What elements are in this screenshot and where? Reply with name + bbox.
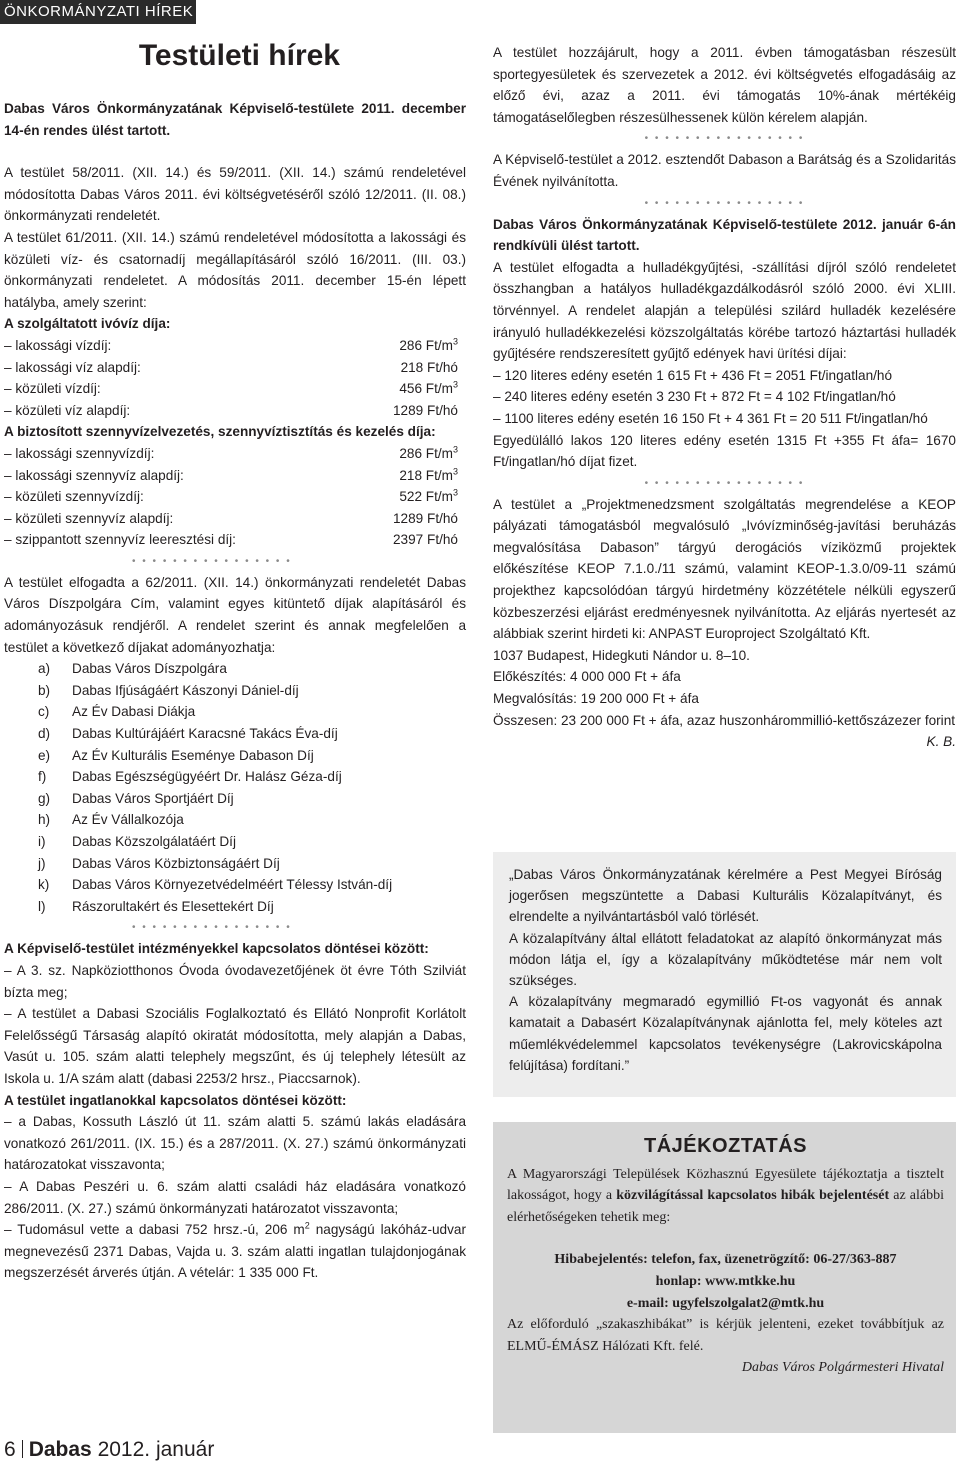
- fee-row: [4, 335, 466, 357]
- fee-label: – közületi szennyvíz alapdíj:: [4, 510, 174, 526]
- quote-paragraph: A közalapítvány által ellátott feladatokat az alapító önkormányzat más módon látja el, így a közalapítvány működtetése már nem volt szükséges.: [509, 930, 942, 989]
- info-signature: Dabas Város Polgármesteri Hivatal: [741, 1360, 944, 1376]
- fee-label: – közületi vízdíj:: [4, 381, 101, 397]
- quote-paragraph: „Dabas Város Önkormányzatának kérelmére a Pest Megyei Bíróság jogerősen megszüntette a Dabasi Kulturális Közalapítványt, és elrendelte a nyilvántartásból való törlését.: [509, 867, 942, 925]
- fee-label: – szippantott szennyvíz leeresztési díj:: [4, 532, 236, 548]
- fee-value: 456 $Ft/m^3$: [399, 379, 458, 397]
- info-email: e-mail: ugyfelszolgalat2@mtk.hu: [626, 1295, 825, 1311]
- fee-label: – lakossági szennyvízdíj:: [4, 445, 155, 461]
- quote-paragraph: A közalapítvány megmaradó egymillió Ft-os vagyonát és annak kamatait a Dabasért Közalapítványnak ajánlotta fel, mely köteles azt műemlékvédelemmel kapcsolatos tevékenységre (Lakrovicskápolna felújítása) fordítani.”: [509, 994, 942, 1073]
- fee-row: [4, 378, 466, 400]
- author-initials: K. B.: [926, 734, 956, 750]
- award-name: Dabas Egészségügyéért Dr. Halász Géza-díj: [72, 769, 342, 785]
- award-letter: d): [38, 726, 51, 742]
- fee-value: 1289 Ft/hó: [393, 510, 458, 526]
- list-item: – 1100 literes edény esetén 16 150 Ft + 4 361 Ft = 20 511 Ft/ingatlan/hó: [493, 410, 928, 426]
- award-item: [4, 766, 466, 788]
- award-list: [4, 658, 466, 917]
- paragraph: A testület elfogadta a 62/2011. (XII. 14.) önkormányzati rendeletét Dabas Város Díszpolgára Cím, valamint egyes kitüntető díjak alapításáról és adományozásuk rendjéről. A rendelet szerint és annak megfelelően a testület a következő díjakat adományozhatja:: [4, 574, 466, 655]
- dot-separator: • • • • • • • • • • • • • • • •: [644, 197, 805, 209]
- property-heading: A testület ingatlanokkal kapcsolatos döntései között:: [4, 1092, 347, 1108]
- award-name: Dabas Ifjúságáért Kászonyi Dániel-díj: [72, 682, 299, 698]
- award-letter: j): [38, 855, 46, 871]
- sewer-fee-heading: A biztosított szennyvízelvezetés, szennyvíztisztítás és kezelés díja:: [4, 424, 436, 440]
- award-name: Rászorultakért és Elesettekért Díj: [72, 898, 274, 914]
- award-letter: a): [38, 661, 51, 677]
- list-item: – A 3. sz. Napköziotthonos Óvoda óvodavezetőjének öt évre Tóth Szilviát bízta meg;: [4, 962, 466, 1000]
- award-letter: c): [38, 704, 50, 720]
- fee-value: 286 $Ft/m^3$: [399, 336, 458, 353]
- section-header: ÖNKORMÁNYZATI HÍREK: [0, 0, 196, 24]
- fee-row: [4, 443, 466, 465]
- award-item: [4, 788, 466, 810]
- info-text: A Magyarországi Települések Közhasznú Egyesülete tájékoztatja a tisztelt lakosságot, hogy a közvilágítással kapcsolatos hibák bejelentését az alábbi elérhetőségeken tehetik meg:: [507, 1166, 944, 1225]
- dot-separator: • • • • • • • • • • • • • • • •: [644, 477, 805, 489]
- fee-value: 218 $Ft/m^3$: [399, 465, 458, 483]
- info-text: Az előforduló „szakaszhibákat” is kérjük jelenteni, ezeket továbbítjuk az ELMŰ-ÉMÁSZ Hálózati Kft. felé.: [507, 1317, 944, 1354]
- address: 1037 Budapest, Hidegkuti Nándor u. 8–10.: [493, 647, 750, 663]
- award-letter: l): [38, 898, 46, 914]
- award-item: [4, 809, 466, 831]
- award-letter: f): [38, 769, 47, 785]
- water-fee-heading: A szolgáltatott ivóvíz díja:: [4, 316, 171, 332]
- award-letter: k): [38, 877, 50, 893]
- water-fee-list: [4, 335, 466, 421]
- award-item: [4, 874, 466, 896]
- award-name: Dabas Kultúrájáért Karacsné Takács Éva-díj: [72, 726, 338, 742]
- award-name: Dabas Város Sportjáért Díj: [72, 790, 234, 806]
- award-item: [4, 658, 466, 680]
- award-name: Az Év Vállalkozója: [72, 812, 184, 828]
- page-footer: [4, 1438, 214, 1462]
- award-letter: e): [38, 747, 51, 763]
- fee-label: – közületi szennyvízdíj:: [4, 489, 144, 505]
- info-phone: Hibabejelentés: telefon, fax, üzenetrögzítő: 06-27/363-887: [554, 1252, 897, 1268]
- paragraph: A testület a „Projektmenedzsment szolgáltatás megrendelése a KEOP pályázati támogatásból megvalósuló „Ivóvízminőség-javítási beruházás megvalósítása Dabason” tárgyú derogációs víziközmű projektek előkészítése KEOP 7.1.0./11 számú, valamint KEOP-1.3.0/09-11 számú projekthez kapcsolódóan tárgyú hirdetmény közzététele nélküli egyszerű közbeszerzési eljárást eredményesnek nyilvánította. Az eljárás nyertesét az alábbiak szerint hirdeti ki: ANPAST Europroject Szolgáltató Kft.: [493, 496, 956, 642]
- fee-value: 1289 Ft/hó: [393, 402, 458, 418]
- fee-row: [4, 357, 466, 379]
- fee-label: – lakossági vízdíj:: [4, 337, 112, 353]
- paragraph: A testület 61/2011. (XII. 14.) számú rendeletével módosította a lakossági és közületi víz- és csatornadíj megállapításáról szóló 16/2011. (III. 03.) önkormányzati rendeletet. A módosítás 2011. december 15-én lépett hatályba, amely szerint:: [4, 229, 466, 310]
- page-number: 6: [4, 1438, 16, 1461]
- fee-row: [4, 529, 466, 551]
- list-item: – 240 literes edény esetén 3 230 Ft + 872 Ft = 4 102 Ft/ingatlan/hó: [493, 389, 896, 405]
- info-box: [493, 1122, 956, 1433]
- award-item: [4, 723, 466, 745]
- award-item: [4, 896, 466, 918]
- list-item: – A Dabas Peszéri u. 6. szám alatti családi ház eladására vonatkozó 286/2011. (X. 27.) számú önkormányzati határozatot visszavonta;: [4, 1178, 466, 1216]
- award-letter: h): [38, 812, 51, 828]
- quote-box: [493, 852, 956, 1097]
- info-heading: TÁJÉKOZTATÁS: [643, 1135, 808, 1157]
- meeting-title: Dabas Város Önkormányzatának Képviselő-testülete 2012. január 6-án rendkívüli ülést tartott.: [493, 216, 956, 254]
- award-name: Dabas Város Díszpolgára: [72, 661, 227, 677]
- cost-line: Megvalósítás: 19 200 000 Ft + áfa: [493, 691, 699, 707]
- left-column: [4, 38, 466, 1284]
- award-item: [4, 680, 466, 702]
- list-item: – 120 literes edény esetén 1 615 Ft + 436 Ft = 2051 Ft/ingatlan/hó: [493, 367, 893, 383]
- fee-label: – lakossági szennyvíz alapdíj:: [4, 467, 184, 483]
- institution-heading: A Képviselő-testület intézményekkel kapcsolatos döntései között:: [4, 941, 429, 957]
- award-item: [4, 701, 466, 723]
- sewer-fee-list: [4, 443, 466, 551]
- cost-line: Összesen: 23 200 000 Ft + áfa, azaz huszonhárommillió-kettőszázezer forint K. B.: [493, 710, 956, 732]
- dot-separator: • • • • • • • • • • • • • • • •: [644, 133, 805, 145]
- award-name: Az Év Dabasi Diákja: [72, 704, 196, 720]
- award-item: [4, 853, 466, 875]
- fee-row: [4, 508, 466, 530]
- paragraph: A testület 58/2011. (XII. 14.) és 59/2011. (XII. 14.) számú rendeletével módosította Dabas Város 2011. évi költségvetéséről szóló 12/2011. (II. 08.) önkormányzati rendeletét.: [4, 165, 466, 224]
- meeting-title: Dabas Város Önkormányzatának Képviselő-testülete 2011. december 14-én rendes ülést tartott.: [4, 101, 466, 138]
- paragraph: A testület hozzájárult, hogy a 2011. évben támogatásban részesült sportegyesületek és szervezetek a 2012. évi költségvetés elfogadásáig az előző évi, azaz a 2011. évi támogatás 10%-ának mértékéig támogatáselőlegben részesülhessenek külön kérelem alapján.: [493, 45, 956, 125]
- fee-value: 522 $Ft/m^3$: [399, 487, 458, 505]
- cost-line: Előkészítés: 4 000 000 Ft + áfa: [493, 669, 681, 685]
- fee-row: [4, 400, 466, 422]
- paragraph: A Képviselő-testület a 2012. esztendőt Dabason a Barátság és a Szolidaritás Évének nyilvánította.: [493, 152, 956, 189]
- dot-separator: • • • • • • • • • • • • • • • •: [132, 555, 292, 567]
- award-item: [4, 831, 466, 853]
- list-item: – a Dabas, Kossuth László út 11. szám alatti 5. számú lakás eladására vonatkozó 261/2011. (IX. 15.) és a 287/2011. (X. 27.) számú önkormányzati határozatokat visszavonta;: [4, 1114, 466, 1173]
- fee-label: – lakossági víz alapdíj:: [4, 359, 141, 375]
- fee-row: [4, 486, 466, 508]
- fee-value: 286 $Ft/m^3$: [399, 444, 458, 461]
- fee-value: 218 Ft/hó: [400, 359, 458, 375]
- list-item: – A testület a Dabasi Szociális Foglalkoztató és Ellátó Nonprofit Korlátolt Felelősségű Társaság alapító okiratát módosította, mely alapján a Dabas, Vasút u. 105. szám alatti telephely megszűnt, és új telephely létesült az Iskola u. 1/A szám alatt (dabasi 2253/2 hrsz., Piaccsarnok).: [4, 1006, 466, 1086]
- paragraph: A testület elfogadta a hulladékgyűjtési, -szállítási díjról szóló rendeletet összhangban a hatályos hulladékgazdálkodásról szóló 2000. évi XLIII. törvénnyel. A rendelet alapján a települési szilárd hulladék kezelésére irányuló hulladékkezelési közszolgáltatás körébe tartozó háztartási hulladék gyűjtésére rendszeresített gyűjtő edények havi ürítési díjai:: [493, 259, 956, 362]
- list-item: – Tudomásul vette a dabasi 752 hrsz.-ú, 206 $m^2$ nagyságú lakóház-udvar megnevezésű 2371 Dabas, Vajda u. 3. szám alatti ingatlan tulajdonjogának megszerzését árverés útján. A vételár: 1 335 000 Ft.: [4, 1220, 466, 1281]
- page-title: Testületi hírek: [138, 39, 340, 72]
- paragraph: Egyedülálló lakos 120 literes edény esetén 1315 Ft +355 Ft áfa= 1670 Ft/ingatlan/hó díjat fizet.: [493, 432, 956, 470]
- dot-separator: • • • • • • • • • • • • • • • •: [132, 922, 292, 934]
- fee-row: [4, 465, 466, 487]
- fee-label: – közületi víz alapdíj:: [4, 402, 131, 418]
- right-column: [493, 42, 956, 753]
- award-item: [4, 745, 466, 767]
- award-letter: g): [38, 790, 51, 806]
- issue-date: 2012. január: [97, 1438, 215, 1461]
- award-name: Dabas Város Környezetvédelméért Télessy István-díj: [72, 877, 393, 893]
- info-website: honlap: www.mtkke.hu: [655, 1273, 796, 1289]
- award-name: Dabas Közszolgálatáért Díj: [72, 834, 236, 849]
- fee-value: 2397 Ft/hó: [393, 532, 458, 548]
- award-name: Dabas Város Közbiztonságáért Díj: [72, 855, 280, 871]
- award-letter: b): [38, 682, 51, 698]
- award-name: Az Év Kulturális Eseménye Dabason Díj: [72, 747, 314, 763]
- publication-name: Dabas: [28, 1438, 92, 1461]
- award-letter: i): [38, 834, 46, 849]
